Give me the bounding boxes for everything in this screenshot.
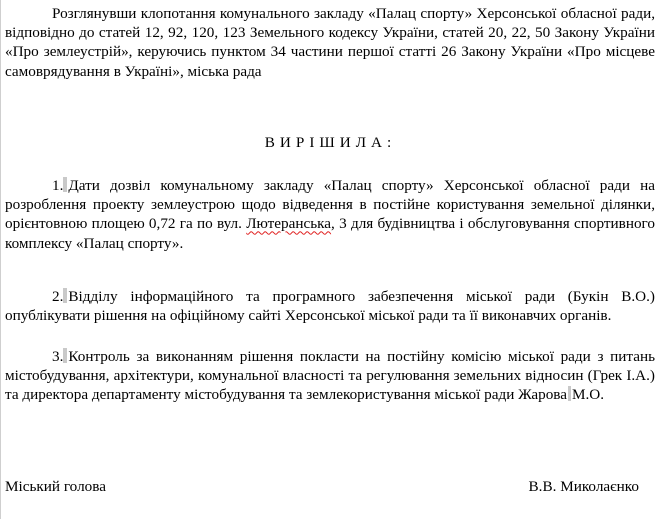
decision-heading: ВИРІШИЛА: <box>264 134 397 151</box>
item-text: Дати дозвіл комунальному закладу «Палац спорту» Херсонської обласної ради на розроблення проекту землеустрою щодо відведення в постійне користування земельної ділянки, орієнтовною площею 0,72 га по вул. <box>5 177 655 233</box>
intro-paragraph: Розглянувши клопотання комунального закладу «Палац спорту» Херсонської обласної ради, відповідно до статей 12, 92, 120, 123 Земельного кодексу України, статей 20, 22, 50 Закону України «Про землеустрій», керуючись пунктом 34 частини першої статті 26 Закону України «Про місцеве самоврядування в Україні», міська рада <box>5 5 655 80</box>
selection-marker <box>63 177 67 192</box>
signature-name: В.В. Миколаєнко <box>528 478 639 495</box>
item-number: 1. <box>52 177 64 194</box>
item-number: 2. <box>52 288 64 305</box>
selection-marker <box>63 348 67 363</box>
signature-position: Міський голова <box>5 478 106 495</box>
spellcheck-word: Лютеранська <box>246 215 332 233</box>
decision-item-3 <box>5 347 655 405</box>
selection-marker <box>63 288 67 303</box>
decision-item-2 <box>5 287 655 325</box>
selection-marker <box>568 386 571 401</box>
decision-item-1 <box>5 176 655 253</box>
item-number: 3. <box>52 348 64 365</box>
item-text-tail: , 3 для будівництва і обслуговування спортивного комплексу «Палац спорту». <box>5 215 655 252</box>
item-text: Контроль за виконанням рішення покласти на постійну комісію міської ради з питань містобудування, архітектури, комунальної власності та регулювання земельних відносин (Грек І.А.) та директора департаменту містобудування та землекористування міської ради Жарова <box>5 348 655 404</box>
item-text-tail: М.О. <box>572 386 605 404</box>
item-text: Відділу інформаційного та програмного забезпечення міської ради (Букін В.О.) опублікувати рішення на офіційному сайті Херсонської міської ради та її виконавчих органів. <box>5 288 655 325</box>
